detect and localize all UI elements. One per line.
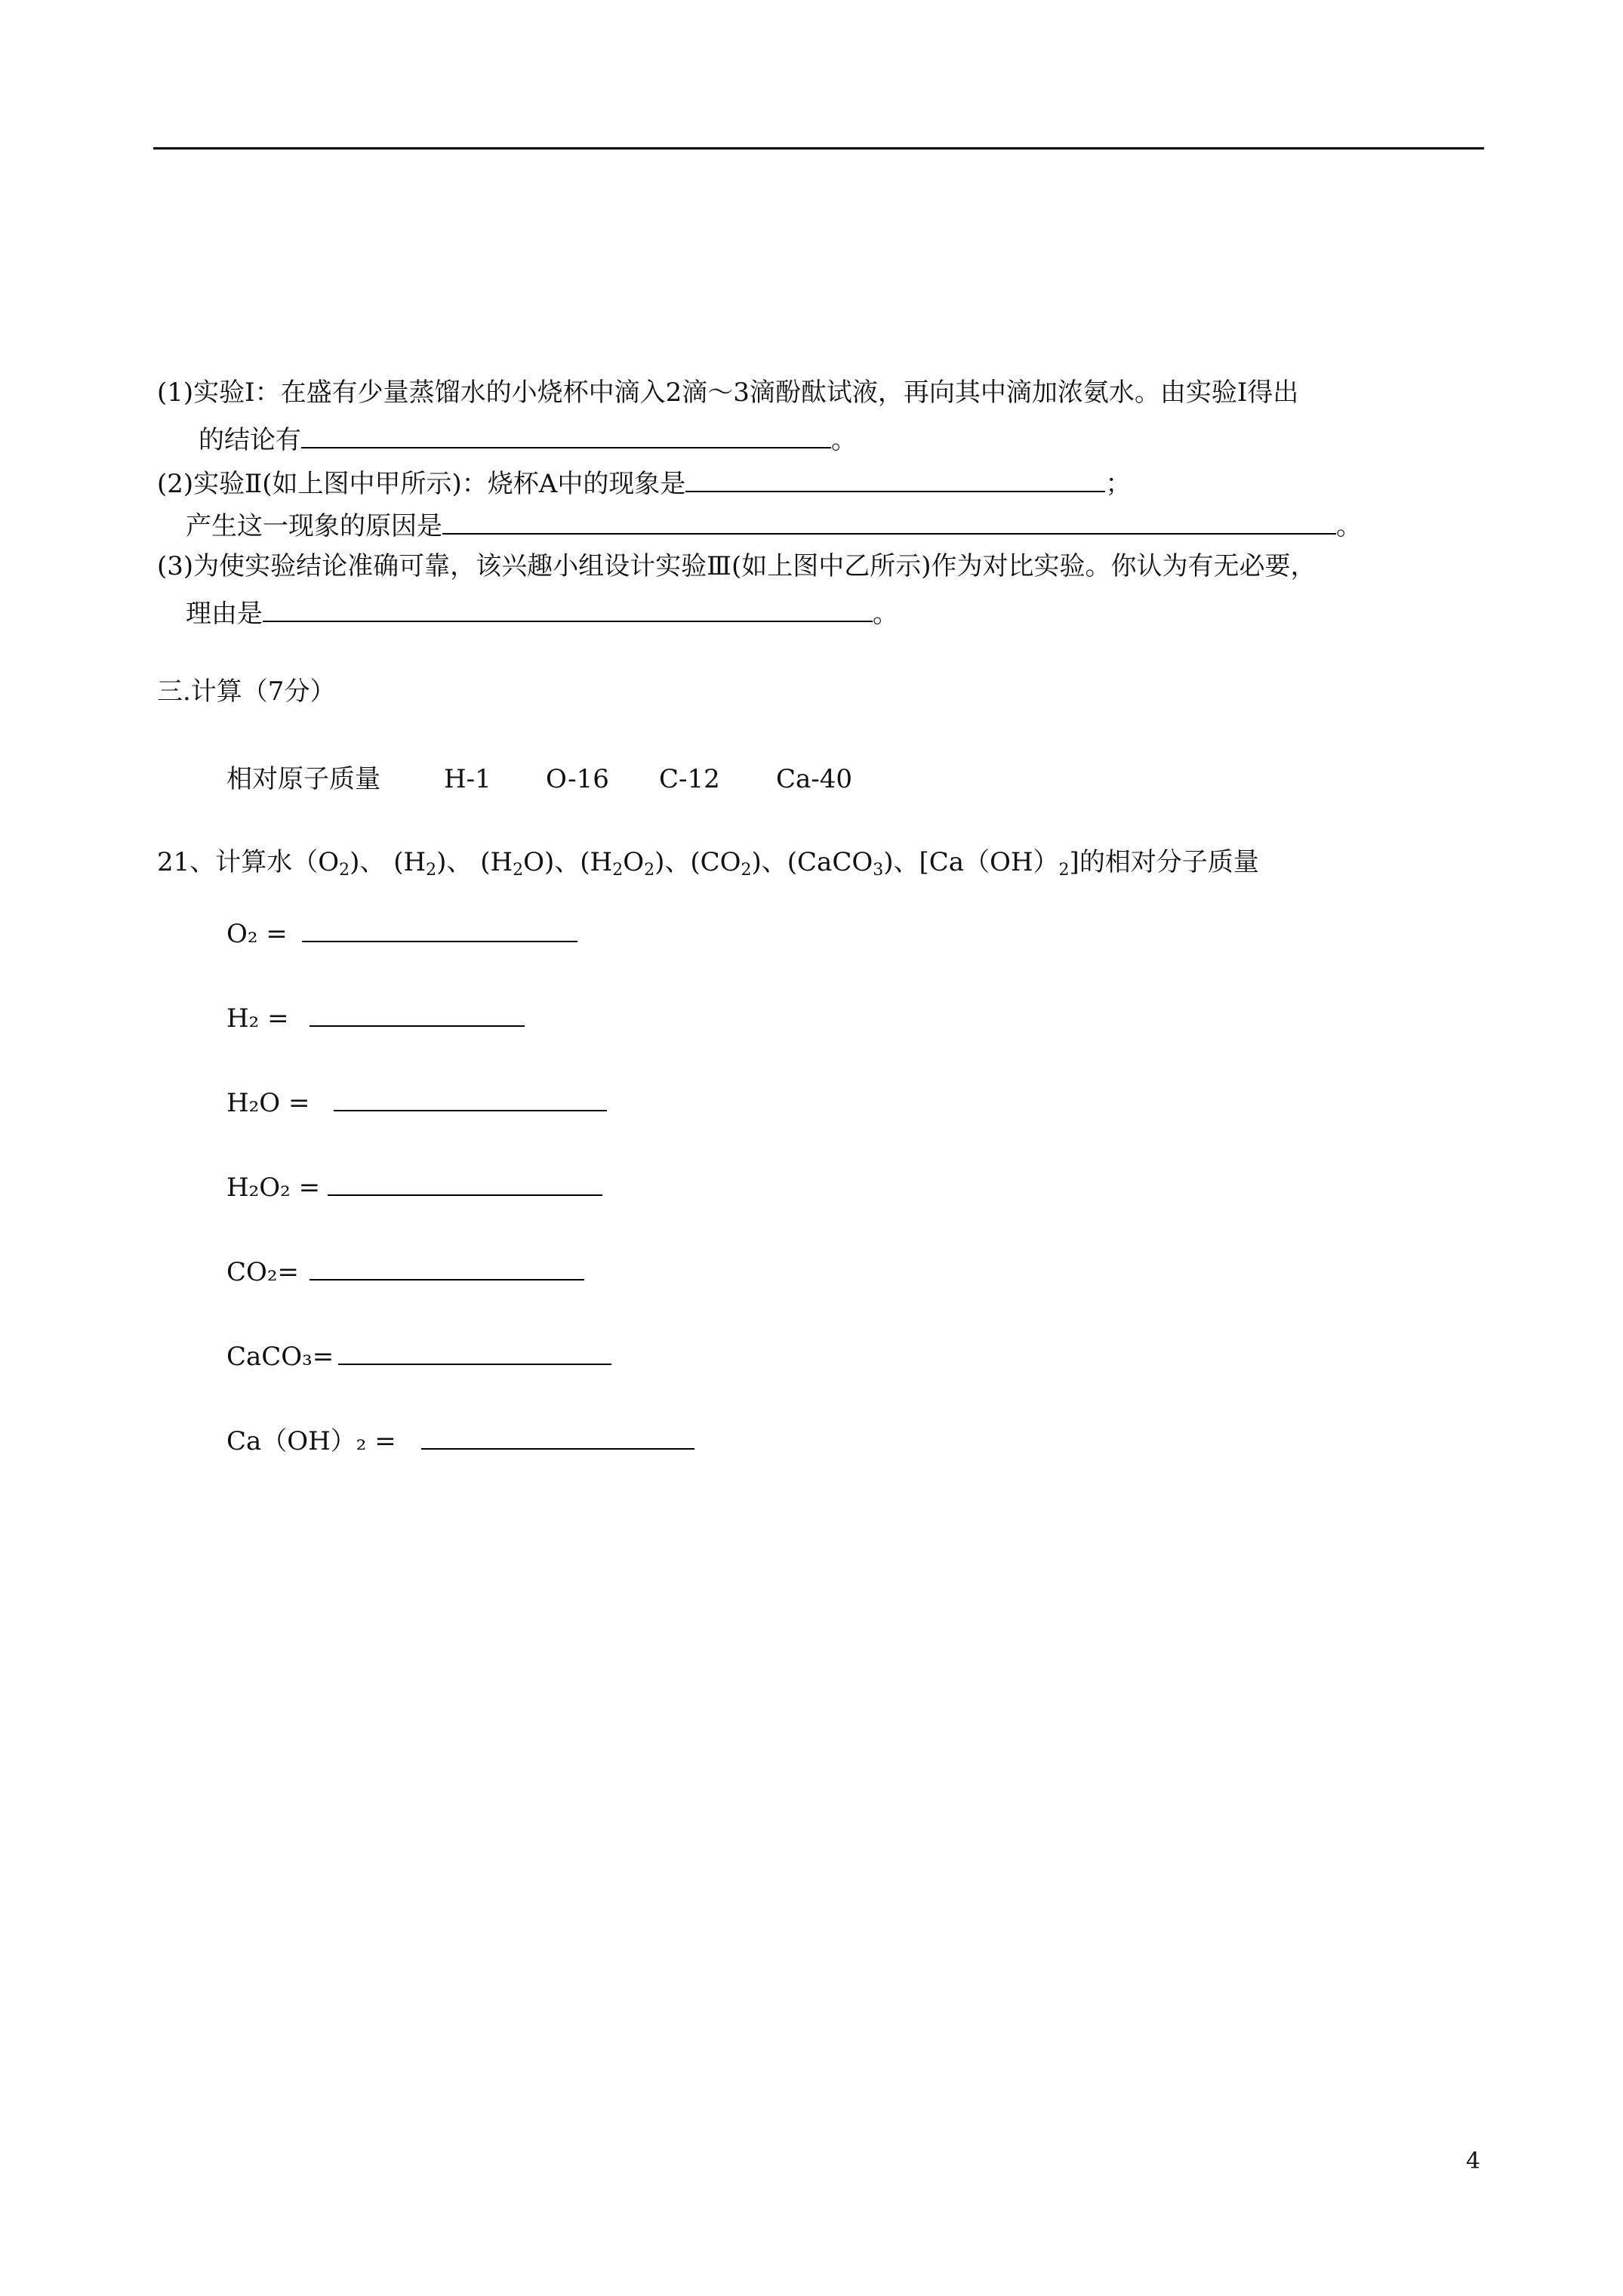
h2o-answer-blank[interactable] — [334, 1083, 607, 1111]
o2-answer-blank[interactable] — [302, 914, 577, 942]
co2-answer-blank[interactable] — [310, 1252, 584, 1281]
q21-prompt: 21、计算水$(O_2)$、 $(H_2)$、 $(H_2O)$、$(H_2O_2)$、$(CO_2)$、(CaCO$_3$)、$[Ca(OH)_2]$的相对分子质量 — [157, 847, 1259, 880]
q2-line2: 产生这一现象的原因是 。 — [186, 506, 1362, 543]
atomic-mass-c: C-12 — [659, 764, 720, 794]
h2-answer-blank[interactable] — [310, 998, 525, 1027]
q2-beaker-blank[interactable] — [685, 464, 1105, 492]
formula-o2: O₂ = — [226, 914, 577, 951]
q3-line2: 理由是 。 — [186, 593, 898, 630]
formula-h2: H₂ = — [226, 998, 525, 1035]
caco3-answer-blank[interactable] — [338, 1336, 611, 1365]
q3-reason-blank[interactable] — [263, 593, 873, 622]
formula-caoh2: Ca（OH）₂ = — [226, 1421, 694, 1458]
section3-title: 三.计算（7分） — [157, 676, 336, 707]
formula-caco3: CaCO₃= — [226, 1336, 611, 1373]
q2-line1: (2)实验Ⅱ(如上图中甲所示)：烧杯A中的现象是 ； — [157, 464, 1131, 501]
atomic-masses-row — [226, 763, 852, 796]
atomic-mass-o: O-16 — [546, 764, 609, 794]
q2-reason-blank[interactable] — [442, 506, 1336, 535]
formula-co2: CO₂= — [226, 1252, 584, 1289]
q1-line2: 的结论有 。 — [199, 420, 857, 457]
atomic-mass-ca: Ca-40 — [776, 764, 853, 794]
h2o2-answer-blank[interactable] — [328, 1167, 602, 1196]
caoh2-answer-blank[interactable] — [421, 1421, 694, 1450]
q1-line1: (1)实验Ⅰ：在盛有少量蒸馏水的小烧杯中滴入2滴～3滴酚酞试液，再向其中滴加浓氨水。由实验Ⅰ得出 — [157, 378, 1299, 408]
formula-h2o: H₂O = — [226, 1083, 607, 1120]
q1-answer-blank[interactable] — [301, 420, 831, 448]
atomic-mass-h: H-1 — [444, 764, 491, 794]
formula-h2o2: H₂O₂ = — [226, 1167, 602, 1204]
header-rule — [153, 147, 1484, 149]
page-number: 4 — [1466, 2148, 1481, 2174]
q3-line1: (3)为使实验结论准确可靠，该兴趣小组设计实验Ⅲ(如上图中乙所示)作为对比实验。你认为有无必要， — [157, 551, 1317, 581]
atomic-mass-label: 相对原子质量 — [226, 764, 380, 794]
